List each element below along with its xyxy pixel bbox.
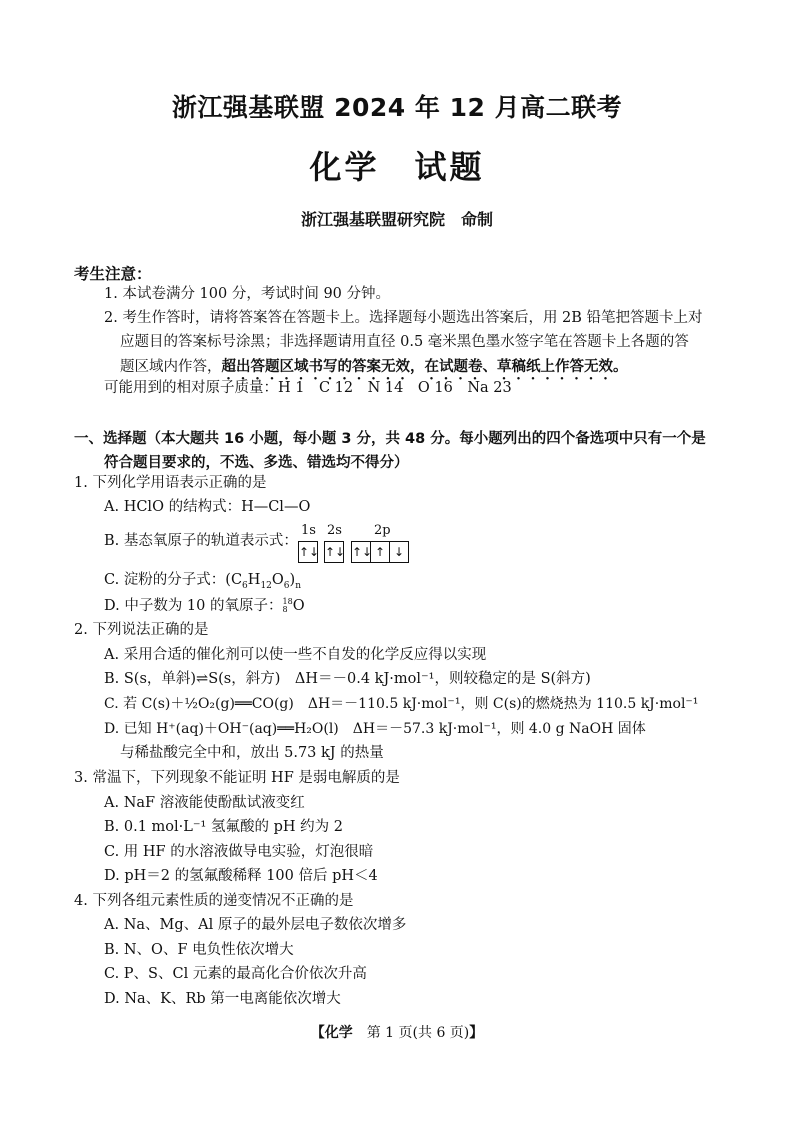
section1-title-line-1: 一、选择题（本大题共 16 小题，每小题 3 分，共 48 分。每小题列出的四个备选项中只有一个是 (74, 431, 706, 447)
q1-c-close: ) (289, 572, 296, 588)
orbital-label-1s: 1s (301, 523, 316, 538)
orbital-box-1s (298, 541, 318, 563)
orbital-cell-1s: ↑↓ (299, 545, 320, 559)
orbital-cell-2p-3: ↓ (393, 545, 405, 559)
q1-c-h: H (247, 572, 261, 588)
notice-item-2-line-1: 2. 考生作答时，请将答案答在答题卡上。选择题每小题选出答案后，用 2B 铅笔把答题卡上对 (104, 310, 703, 326)
q4-option-c: C. P、S、Cl 元素的最高化合价依次升高 (104, 966, 367, 982)
orbital-cell-2p-1: ↑↓ (352, 542, 371, 562)
q1-c-sub-n: n (295, 580, 301, 591)
q1-d-nuclide (283, 598, 293, 614)
q1-option-d (104, 598, 305, 614)
q3-stem: 3. 常温下，下列现象不能证明 HF 是弱电解质的是 (74, 770, 400, 786)
q2-stem: 2. 下列说法正确的是 (74, 622, 209, 638)
orbital-box-2s (324, 541, 344, 563)
orbital-label-2s: 2s (327, 523, 342, 538)
footer-bracket-close: 】 (469, 1025, 484, 1041)
atomic-masses: 可能用到的相对原子质量：H 1 C 12 N 14 O 16 Na 23 (104, 380, 512, 396)
q4-option-d: D. Na、K、Rb 第一电离能依次增大 (104, 991, 341, 1007)
publisher: 浙江强基联盟研究院 命制 (300, 210, 493, 229)
q3-option-a: A. NaF 溶液能使酚酞试液变红 (104, 795, 305, 811)
q1-option-c (104, 573, 301, 591)
q1-stem: 1. 下列化学用语表示正确的是 (74, 475, 267, 491)
notice-heading: 考生注意： (74, 265, 152, 283)
section1-title-line-2: 符合题目要求的，不选、多选、错选均不得分） (104, 455, 409, 471)
q4-option-a: A. Na、Mg、Al 原子的最外层电子数依次增多 (104, 917, 407, 933)
q1-d-z: 8 (282, 605, 288, 614)
q1-d-symbol: O (292, 598, 305, 614)
orbital-label-2p: 2p (374, 523, 391, 538)
q1-c-prefix: C. 淀粉的分子式：(C (104, 572, 243, 588)
footer-bracket-open: 【 (310, 1025, 325, 1041)
q2-option-d-line-2: 与稀盐酸完全中和，放出 5.73 kJ 的热量 (120, 745, 384, 761)
q2-option-a: A. 采用合适的催化剂可以使一些不自发的化学反应得以实现 (104, 647, 487, 663)
q3-option-c: C. 用 HF 的水溶液做导电实验，灯泡很暗 (104, 844, 374, 860)
q4-option-b: B. N、O、F 电负性依次增大 (104, 942, 294, 958)
exam-title: 浙江强基联盟 2024 年 12 月高二联考 (171, 93, 623, 122)
notice-warning: 超出答题区域书写的答案无效，在试题卷、草稿纸上作答无效。 (221, 359, 628, 375)
notice-item-2-line-2: 应题目的答案标号涂黑；非选择题请用直径 0.5 毫米黑色墨水签字笔在答题卡上各题的答 (120, 334, 689, 350)
orbital-cell-2s: ↑↓ (325, 545, 346, 559)
q1-option-b: B. 基态氧原子的轨道表示式： (104, 533, 298, 549)
orbital-cell-2p-2: ↑ (371, 542, 390, 562)
subject-title: 化学 试题 (309, 148, 485, 186)
q2-option-d-line-1: D. 已知 H⁺(aq)＋OH⁻(aq)══H₂O(l) ΔH＝－57.3 kJ·mol⁻¹，则 4.0 g NaOH 固体 (104, 721, 646, 737)
q3-option-b: B. 0.1 mol·L⁻¹ 氢氟酸的 pH 约为 2 (104, 819, 343, 835)
q4-stem: 4. 下列各组元素性质的递变情况不正确的是 (74, 893, 354, 909)
footer-subject: 化学 (324, 1025, 353, 1041)
q1-c-sub-h: 12 (260, 580, 272, 591)
q1-d-prefix: D. 中子数为 10 的氧原子： (104, 598, 283, 614)
q1-c-o: O (271, 572, 284, 588)
q1-option-a: A. HClO 的结构式：H—Cl—O (104, 499, 311, 515)
notice-item-1: 1. 本试卷满分 100 分，考试时间 90 分钟。 (104, 286, 391, 302)
q2-option-c: C. 若 C(s)＋½O₂(g)══CO(g) ΔH＝－110.5 kJ·mol⁻¹，则 C(s)的燃烧热为 110.5 kJ·mol⁻¹ (104, 696, 699, 712)
q1-c-sub-o: 6 (283, 580, 290, 591)
q3-option-d: D. pH＝2 的氢氟酸稀释 100 倍后 pH＜4 (104, 868, 378, 884)
orbital-box-2p (351, 541, 409, 563)
footer-page-number: 第 1 页(共 6 页) (352, 1025, 470, 1041)
notice-item-2-line-3-a: 题区域内作答， (120, 359, 222, 375)
q2-option-b: B. S(s，单斜)⇌S(s，斜方) ΔH＝－0.4 kJ·mol⁻¹，则较稳定的是 S(斜方) (104, 671, 591, 687)
page-footer (0, 1022, 794, 1042)
q1-d-mass: 18 (282, 597, 293, 606)
q1-c-sub-c: 6 (242, 580, 248, 591)
